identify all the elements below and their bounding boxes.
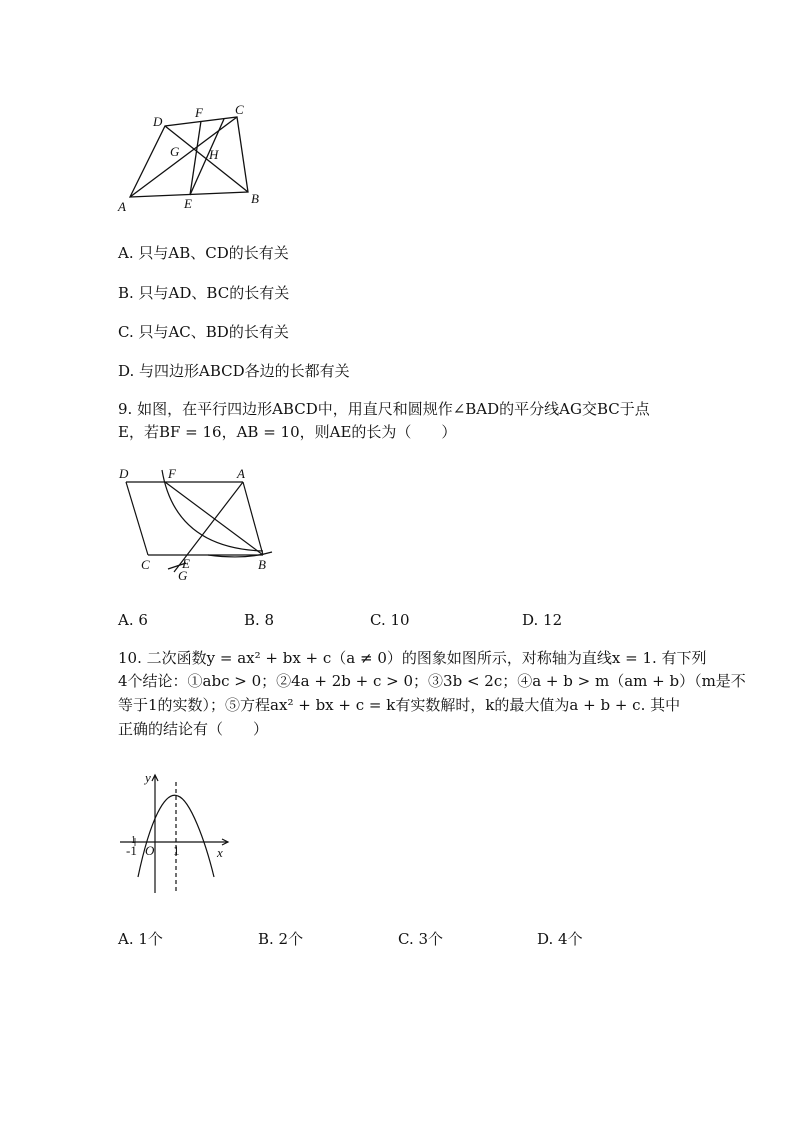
- q9-option-b[interactable]: B. 8: [244, 611, 275, 629]
- q9-option-c[interactable]: C. 10: [370, 611, 410, 629]
- label-E: E: [182, 556, 190, 571]
- q9-stem-line2: E，若BF = 16，AB = 10，则AE的长为（ ）: [118, 423, 457, 441]
- tick-1-label: 1: [173, 843, 180, 858]
- q10-option-d[interactable]: D. 4个: [537, 930, 583, 948]
- tick-neg1-label: -1: [126, 843, 137, 858]
- label-F: F: [195, 105, 203, 120]
- q8-option-b[interactable]: B. 只与AD、BC的长有关: [118, 284, 290, 302]
- label-D: D: [153, 114, 163, 129]
- q8-option-d[interactable]: D. 与四边形ABCD各边的长都有关: [118, 362, 350, 380]
- axis-y-label: y: [145, 770, 151, 785]
- label-G: G: [170, 144, 180, 159]
- q10-option-b[interactable]: B. 2个: [258, 930, 304, 948]
- label-C: C: [141, 557, 150, 572]
- parallelogram-figure: [110, 462, 280, 582]
- q8-option-a[interactable]: A. 只与AB、CD的长有关: [118, 244, 289, 262]
- q9-stem-line1: 9. 如图，在平行四边形ABCD中，用直尺和圆规作∠BAD的平分线AG交BC于点: [118, 400, 650, 418]
- q10-stem-line4: 正确的结论有（ ）: [118, 720, 269, 738]
- tick-top-label: 1: [131, 835, 136, 846]
- q10-stem-line1: 10. 二次函数y = ax² + bx + c（a ≠ 0）的图象如图所示，对称轴为直线x = 1. 有下列: [118, 649, 707, 667]
- q10-stem-line3: 等于1的实数）；⑤方程ax² + bx + c = k有实数解时，k的最大值为a + b + c. 其中: [118, 696, 681, 714]
- q10-option-a[interactable]: A. 1个: [118, 930, 163, 948]
- label-B: B: [251, 191, 259, 206]
- label-D: D: [119, 466, 129, 481]
- quadrilateral-figure: [110, 98, 280, 218]
- axis-x-label: x: [217, 845, 223, 860]
- q10-option-c[interactable]: C. 3个: [398, 930, 444, 948]
- q10-stem-line2: 4个结论：①abc > 0；②4a + 2b + c > 0；③3b < 2c；④a + b > m（am + b）（m是不: [118, 672, 746, 690]
- origin-label: O: [145, 843, 155, 858]
- label-G: G: [178, 568, 188, 582]
- label-A: A: [237, 466, 245, 481]
- label-H: H: [209, 147, 219, 162]
- label-A: A: [118, 199, 126, 214]
- q9-option-a[interactable]: A. 6: [118, 611, 148, 629]
- parabola-graph: [112, 766, 232, 901]
- label-E: E: [184, 196, 192, 211]
- q8-option-c[interactable]: C. 只与AC、BD的长有关: [118, 323, 289, 341]
- label-F: F: [168, 466, 176, 481]
- q9-option-d[interactable]: D. 12: [522, 611, 563, 629]
- label-C: C: [235, 102, 244, 117]
- label-B: B: [258, 557, 266, 572]
